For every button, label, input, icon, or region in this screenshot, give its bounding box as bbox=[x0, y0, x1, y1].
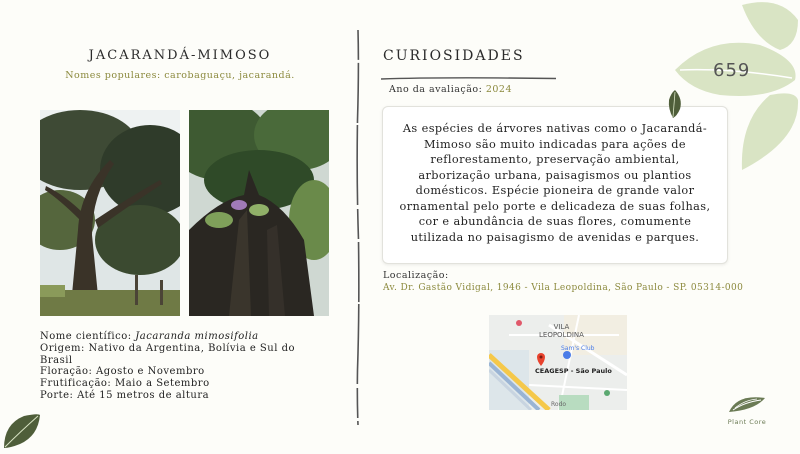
title-underline bbox=[381, 66, 556, 85]
map-street-label: Rodo bbox=[551, 401, 567, 408]
origin-row: Origem: Nativo da Argentina, Bolívia e Sul do Brasil bbox=[40, 342, 296, 366]
location-map[interactable] bbox=[489, 315, 627, 410]
map-area-label bbox=[539, 323, 584, 339]
tree-photo bbox=[40, 110, 180, 316]
trunk-photo bbox=[189, 110, 329, 316]
evaluation-year bbox=[389, 84, 512, 95]
flowering-row: Floração: Agosto e Novembro bbox=[40, 366, 205, 378]
map-area-line-1: VILA bbox=[553, 323, 570, 331]
badge-number: 659 bbox=[713, 60, 751, 81]
brand-logo-icon bbox=[727, 392, 767, 420]
size-row: Porte: Até 15 metros de altura bbox=[40, 389, 210, 401]
year-value: 2024 bbox=[485, 84, 513, 95]
popular-names: Nomes populares: carobaguaçu, jacarandá. bbox=[65, 70, 295, 81]
location-label: Localização: bbox=[383, 270, 449, 281]
scientific-label: Nome científico: bbox=[40, 331, 136, 342]
scientific-name-row bbox=[40, 331, 330, 343]
curiosities-title: CURIOSIDADES bbox=[383, 48, 525, 64]
corner-leaf-icon bbox=[2, 412, 42, 454]
map-store-label: Sam's Club bbox=[561, 345, 595, 352]
map-area-line-2: LEOPOLDINA bbox=[539, 331, 584, 339]
map-pin-label: CEAGESP - São Paulo bbox=[535, 367, 612, 375]
location-address: Av. Dr. Gastão Vidigal, 1946 - Vila Leopoldina, São Paulo - SP. 05314-000 bbox=[383, 283, 744, 293]
scientific-name: Jacaranda mimosifolia bbox=[135, 331, 259, 342]
fruiting-row: Frutificação: Maio a Setembro bbox=[40, 378, 210, 390]
brand-name: Plant Core bbox=[727, 418, 767, 426]
vertical-divider bbox=[356, 30, 358, 425]
small-leaf-icon bbox=[666, 89, 684, 123]
curiosity-text: As espécies de árvores nativas como o Jacarandá-Mimoso são muito indicadas para ações de reflorestamento, preservação ambiental, arborização urbana, paisagismos ou plantios domésticos. Espécie pioneira de grande valor ornamental pelo porte e delicadeza de suas folhas, cor e abundância de suas flores, comumente utilizada no paisagismo de avenidas e parques. bbox=[399, 122, 711, 244]
year-label: Ano da avaliação: bbox=[389, 84, 486, 95]
species-title: JACARANDÁ-MIMOSO bbox=[88, 48, 272, 63]
species-facts bbox=[40, 331, 330, 402]
